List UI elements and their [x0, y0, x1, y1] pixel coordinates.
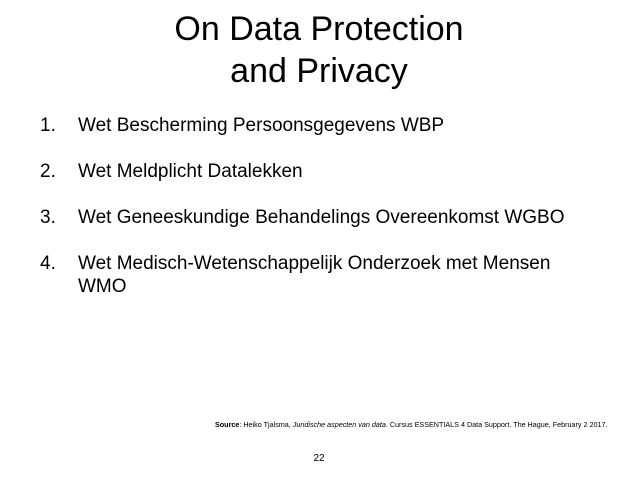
source-prefix: : Heiko Tjalsma, [239, 420, 293, 429]
list-item-number: 4. [40, 253, 56, 274]
list-item-text: Wet Meldplicht Datalekken [78, 161, 303, 182]
list-item-number: 1. [40, 115, 56, 136]
source-label: Source [215, 420, 240, 429]
source-suffix: . Cursus ESSENTIALS 4 Data Support. The Hague, February 2 2017. [385, 420, 608, 429]
title-line-2: and Privacy [230, 52, 408, 90]
title-line-1: On Data Protection [174, 10, 464, 48]
list-item-text: Wet Bescherming Persoonsgegevens WBP [78, 115, 445, 136]
list-item [40, 114, 600, 137]
source-title: Juridische aspecten van data [292, 420, 386, 429]
page-number: 22 [313, 453, 325, 464]
law-list [40, 114, 600, 321]
list-item-number: 2. [40, 161, 56, 182]
list-item-number: 3. [40, 207, 56, 228]
list-item-text: Wet Medisch-Wetenschappelijk Onderzoek met Mensen WMO [78, 253, 551, 297]
list-item [40, 252, 600, 298]
list-item-text: Wet Geneeskundige Behandelings Overeenkomst WGBO [78, 207, 565, 228]
list-item [40, 160, 600, 183]
list-item [40, 206, 600, 229]
slide-title [0, 8, 638, 92]
source-citation [215, 420, 615, 429]
